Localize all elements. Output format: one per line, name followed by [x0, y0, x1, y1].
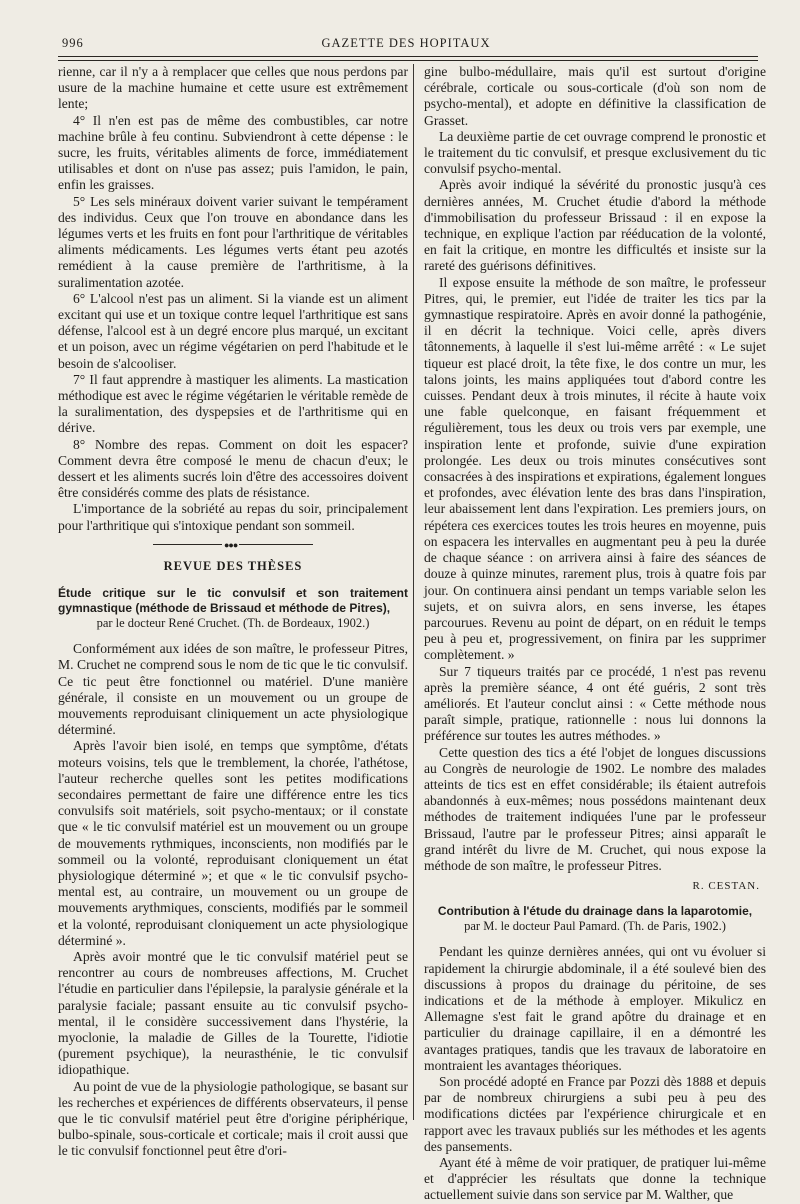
page-number: 996 [62, 36, 84, 50]
paragraph: 8° Nombre des repas. Comment on doit les espacer? Comment devra être composé le menu de chacun d'eux; le dessert et les aliments sucrés loin d'être des accessoires doivent être considérés comme des plats de résistance. [58, 436, 408, 501]
article-title: Contribution à l'étude du drainage dans la laparotomie, [437, 904, 753, 919]
article-byline: par le docteur René Cruchet. (Th. de Bordeaux, 1902.) [96, 616, 370, 631]
paragraph: Conformément aux idées de son maître, le professeur Pitres, M. Cruchet ne comprend sous le nom de tic que le tic convulsif. Ce tic peut être fonctionnel ou matériel. D'une manière générale, il consiste en un mouvement ou un groupe de mouvements reproduisant cliniquement un acte physiologique déterminé. [58, 641, 408, 738]
paragraph: Au point de vue de la physiologie pathologique, se basant sur les recherches et expériences de différents observateurs, il pense que le tic convulsif matériel peut être d'origine périphérique, bulbo-spinale, sous-corticale et corticale; mais il croit aussi que le tic convulsif fonctionnel peut être d'ori- [58, 1078, 408, 1159]
paragraph: Cette question des tics a été l'objet de longues discussions au Congrès de neurologie de 1902. Le nombre des malades atteints de tics est en effet considérable; ils étaient autrefois abandonnés à eux-mêmes; nous possédons maintenant deux méthodes de traitement indiquées l'une par le professeur Brissaud, l'autre par le professeur Pitres; ainsi apparaît le grand intérêt du livre de M. Cruchet, qui nous expose la méthode de son maître, le professeur Pitres. [424, 744, 766, 873]
left-column [58, 64, 408, 1160]
author-signature: R. CESTAN. [692, 880, 760, 893]
section-separator [58, 534, 408, 556]
header-rule-top [58, 56, 758, 57]
paragraph: Après avoir montré que le tic convulsif matériel peut se rencontrer au cours de nombreuses affections, M. Cruchet l'étudie en particulier dans l'épilepsie, la paralysie générale et la paralysie faciale; passant ensuite au tic convulsif psycho-mental, il le considère successivement dans l'hystérie, la myoclonie, la maladie de Gilles de la Tourette, l'idiotie (purement psychique), la neurasthénie, le tic convulsif idiopathique. [58, 948, 408, 1078]
column-divider [413, 64, 414, 1120]
paragraph: 6° L'alcool n'est pas un aliment. Si la viande est un aliment excitant qui use et un toxique contre lequel l'arthritique est sans défense, l'alcool est à un degré encore plus marqué, un excitant et un poison, avec un régime végétarien on perd l'habitude et le besoin de s'alcooliser. [58, 290, 408, 371]
paragraph: Sur 7 tiqueurs traités par ce procédé, 1 n'est pas revenu après la première séance, 4 ont été guéris, 2 sont très améliorés. Et l'auteur conclut ainsi : « Cette méthode nous paraît simple, pratique, rationnelle : nous lui donnons la préférence sur toutes les autres méthodes. » [424, 663, 766, 744]
journal-title: GAZETTE DES HOPITAUX [321, 36, 491, 50]
paragraph: L'importance de la sobriété au repas du soir, principalement pour l'arthritique qui s'intoxique pendant son sommeil. [58, 501, 408, 533]
right-column [424, 64, 766, 1204]
paragraph: 4° Il n'en est pas de même des combustibles, car notre machine brûle à feu continu. Subviendront à cette dépense : le sucre, les fruits, véritables aliments de force, immédiatement utilisables et dont on n'use pas assez; puis l'amidon, le pain, enfin les graisses. [58, 112, 408, 193]
paragraph: Pendant les quinze dernières années, qui ont vu évoluer si rapidement la chirurgie abdominale, il a été soulevé bien des discussions à propos du drainage du péritoine, de ses indications et de la méthode à employer. Mikulicz en Allemagne s'est fait le grand apôtre du drainage et en particulier du drainage capillaire, il en a démontré les avantages pratiques, tandis que les travaux de laboratoire en montraient les avantages théoriques. [424, 944, 766, 1073]
header-rule-bottom [58, 60, 758, 61]
page-header [52, 34, 760, 56]
paragraph: Après l'avoir bien isolé, en temps que symptôme, d'états moteurs voisins, tels que le tremblement, la chorée, l'athétose, l'auteur recherche quelles sont les petites modifications secondaires permettant de faire une différence entre les tics convulsifs soit matériels, soit psycho-mentaux; or il constate que « le tic convulsif matériel est un mouvement ou un groupe de mouvements rythmiques, inconscients, non modifiés par le sommeil ou la volonté, reproduisant cloniquement un état physiologique déterminé »; et que « le tic convulsif psycho-mental est, au contraire, un mouvement ou un groupe de mouvements arythmiques, conscients, modifiés par le sommeil et la volonté, reproduisant cloniquement un acte physiologique déterminé ». [58, 738, 408, 948]
article-byline: par M. le docteur Paul Pamard. (Th. de Paris, 1902.) [464, 919, 726, 934]
section-title: REVUE DES THÈSES [163, 558, 303, 573]
paragraph: Après avoir indiqué la sévérité du pronostic jusqu'à ces dernières années, M. Cruchet étudie d'abord la méthode d'immobilisation du professeur Brissaud : il en expose la technique, en explique l'action par rééducation de la volonté, en fait la critique, en montre les difficultés et insiste sur la rareté des guérisons définitives. [424, 177, 766, 274]
paragraph: Il expose ensuite la méthode de son maître, le professeur Pitres, qui, le premier, eut l'idée de traiter les tics par la gymnastique respiratoire. Après en avoir donné la pathogénie, il en décrit la technique. Voici celle, après divers tâtonnements, à laquelle il s'est lui-même arrêté : « Le sujet tiqueur est placé droit, la tête fixe, le dos contre un mur, les talons joints, les mains appliquées tout d'abord contre les cuisses. Pendant deux à trois minutes, il récite à haute voix une fable quelconque, en faisant fréquemment et régulièrement, tous les deux ou trois vers par exemple, une inspiration lente et profonde, suivie d'une expiration prolongée. Les deux ou trois minutes consécutives sont consacrées à des inspirations et expirations, également longues et profondes, avec élévation lente des bras dans l'inspiration, leur abaissement lent dans l'expiration. Les premiers jours, on répétera ces exercices toutes les trois heures en moyenne, puis on espacera les intervalles en augmentant peu à peu la durée de chaque séance : on arrivera ainsi à faire des séances de douze à quinze minutes, rarement plus, trois à quatre fois par jour. On continuera ainsi pendant un temps variable selon les sujets, et on suivra alors, en sens inverse, les étapes parcourues. Revenu au point de départ, on en réduit le temps peu à peu et, progressivement, on finira par les supprimer complètement. » [424, 274, 767, 663]
paragraph: gine bulbo-médullaire, mais qu'il est surtout d'origine cérébrale, corticale ou sous-corticale (d'où son nom de psycho-mental), et adopte en définitive la classification de Grasset. [424, 64, 766, 128]
paragraph: Son procédé adopté en France par Pozzi dès 1888 et depuis par de nombreux chirurgiens a subi peu à peu des modifications dictées par l'expérience chirurgicale et en rapport avec les travaux publiés sur les méthodes et les agents des pansements. [424, 1073, 766, 1154]
paragraph: La deuxième partie de cet ouvrage comprend le pronostic et le traitement du tic convulsif, et presque exclusivement du tic convulsif psycho-mental. [424, 128, 766, 177]
paragraph: rienne, car il n'y a à remplacer que celles que nous perdons par usure de la machine humaine et cette usure est extrêmement lente; [58, 64, 408, 112]
paragraph: Ayant été à même de voir pratiquer, de pratiquer lui-même et d'apprécier les résultats que donne la technique actuellement suivie dans son service par M. Walther, que [424, 1155, 766, 1203]
article-title: Étude critique sur le tic convulsif et son traitement gymnastique (méthode de Brissaud et méthode de Pitres), [58, 586, 408, 616]
separator-ornament: ●●● [222, 537, 239, 553]
paragraph: 7° Il faut apprendre à mastiquer les aliments. La mastication méthodique est avec le régime végétarien le véritable remède de la suralimentation, des dyspepsies et de l'arthritisme qui en dérive. [58, 371, 408, 436]
paragraph: 5° Les sels minéraux doivent varier suivant le tempérament des individus. Ceux que l'on trouve en abondance dans les légumes verts et les fruits en font pour l'arthritique de véritables aliments médicaments. Les légumes verts étant peu azotés remédient à la cause première de l'arthritisme, à la suralimentation azotée. [58, 193, 408, 290]
